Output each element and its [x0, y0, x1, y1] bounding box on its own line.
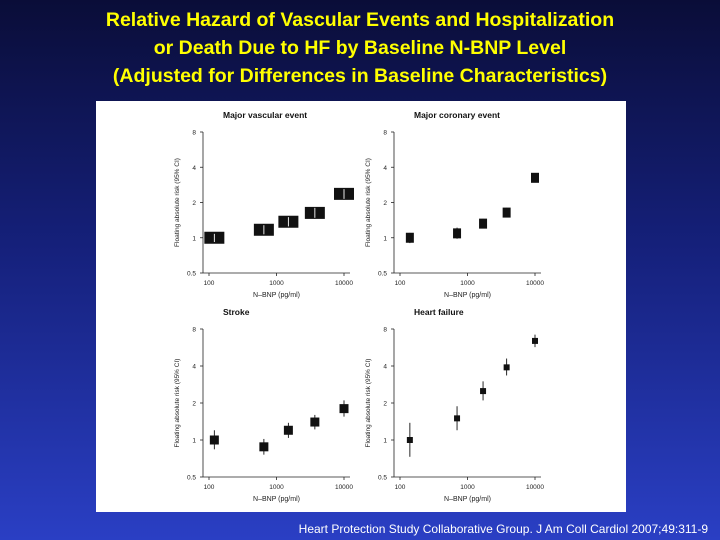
y-axis-label: Floating absolute risk (95% CI)	[174, 358, 181, 448]
x-tick-label: 1000	[460, 484, 475, 491]
y-axis-label: Floating absolute risk (95% CI)	[365, 158, 372, 247]
x-tick-label: 100	[394, 280, 406, 287]
y-tick-label: 4	[192, 363, 196, 371]
chart-panel-4	[365, 307, 544, 503]
y-tick-label: 0.5	[377, 474, 387, 482]
title-line-2: or Death Due to HF by Baseline N-BNP Level	[153, 37, 567, 59]
y-axis-label: Floating absolute risk (95% CI)	[365, 358, 372, 448]
y-tick-label: 8	[192, 129, 196, 137]
y-tick-label: 0.5	[186, 474, 196, 482]
data-point	[453, 228, 461, 238]
data-point	[310, 418, 319, 427]
data-point	[531, 173, 539, 183]
data-point	[479, 219, 487, 229]
y-tick-label: 8	[383, 129, 387, 137]
data-point	[340, 404, 349, 413]
y-tick-label: 1	[192, 235, 196, 243]
data-point	[407, 437, 413, 443]
x-tick-label: 1000	[460, 280, 475, 287]
y-tick-label: 2	[383, 400, 387, 408]
y-tick-label: 0.5	[186, 270, 196, 278]
y-tick-label: 0.5	[377, 270, 387, 278]
chart-panel-1	[174, 110, 354, 299]
x-tick-label: 1000	[269, 280, 284, 287]
chart-panel-3	[174, 307, 353, 503]
x-tick-label: 10000	[525, 280, 545, 287]
panel-title: Major coronary event	[414, 110, 500, 120]
x-tick-label: 10000	[525, 484, 545, 491]
data-point	[284, 426, 293, 435]
y-axis-label: Floating absolute risk (95% CI)	[174, 158, 181, 247]
data-point	[504, 364, 510, 370]
y-tick-label: 8	[192, 326, 196, 334]
y-tick-label: 4	[192, 164, 196, 172]
data-point	[210, 436, 219, 445]
x-axis-label: N–BNP (pg/ml)	[253, 496, 300, 503]
x-tick-label: 100	[203, 484, 215, 491]
x-axis-label: N–BNP (pg/ml)	[444, 292, 491, 299]
data-point	[480, 388, 486, 394]
x-tick-label: 10000	[334, 484, 354, 491]
slide-title	[0, 6, 720, 90]
data-point	[503, 208, 511, 218]
y-tick-label: 2	[192, 200, 196, 207]
x-axis-label: N–BNP (pg/ml)	[253, 292, 300, 299]
y-tick-label: 8	[383, 326, 387, 334]
data-point	[532, 338, 538, 344]
x-tick-label: 100	[394, 484, 406, 491]
title-line-1: Relative Hazard of Vascular Events and Hospitalization	[105, 9, 615, 31]
y-tick-label: 2	[383, 200, 387, 207]
y-tick-label: 4	[383, 164, 387, 172]
y-tick-label: 1	[383, 437, 387, 445]
y-tick-label: 1	[192, 437, 196, 445]
data-point	[454, 415, 460, 421]
y-tick-label: 2	[192, 400, 196, 408]
chart-figure	[96, 101, 626, 512]
panel-title: Major vascular event	[223, 110, 308, 120]
figure-panel	[96, 101, 626, 512]
chart-panel-2	[365, 110, 544, 299]
x-axis-label: N–BNP (pg/ml)	[444, 496, 491, 503]
citation: Heart Protection Study Collaborative Group. J Am Coll Cardiol 2007;49:311-9	[298, 522, 708, 536]
y-tick-label: 1	[383, 235, 387, 243]
panel-title: Stroke	[223, 307, 250, 317]
data-point	[406, 233, 414, 243]
title-line-3: (Adjusted for Differences in Baseline Characteristics)	[112, 65, 608, 87]
data-point	[259, 442, 268, 451]
panel-title: Heart failure	[414, 307, 464, 317]
x-tick-label: 1000	[269, 484, 284, 491]
y-tick-label: 4	[383, 363, 387, 371]
x-tick-label: 10000	[334, 280, 354, 287]
x-tick-label: 100	[203, 280, 215, 287]
